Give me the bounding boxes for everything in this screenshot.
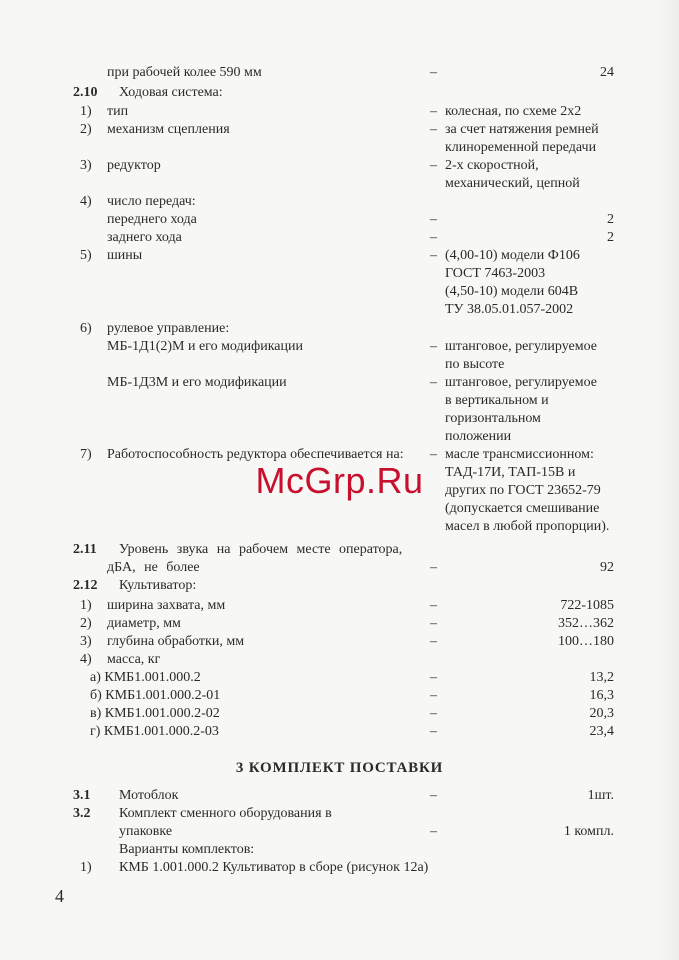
item-value: (4,00-10) модели Ф106 (445, 248, 580, 263)
dash-separator: – (430, 560, 437, 575)
item-label: Комплект сменного оборудования в (119, 806, 332, 821)
item-number: 2.10 (73, 85, 98, 100)
page-number: 4 (55, 886, 64, 906)
item-label: б) КМБ1.001.000.2-01 (90, 688, 221, 703)
item-value: масел в любой пропорции). (445, 519, 610, 534)
item-value: других по ГОСТ 23652-79 (445, 483, 601, 498)
item-value: механический, цепной (445, 176, 580, 191)
item-number: 7) (80, 447, 92, 462)
item-number: 4) (80, 194, 92, 209)
item-number: 4) (80, 652, 92, 667)
item-value: 20,3 (589, 706, 614, 721)
item-number: 5) (80, 248, 92, 263)
dash-separator: – (430, 248, 437, 263)
dash-separator: – (430, 634, 437, 649)
item-label: упаковке (119, 824, 173, 839)
item-number: 1) (80, 598, 92, 613)
item-label: при рабочей колее 590 мм (107, 65, 262, 80)
item-number: 3.1 (73, 788, 91, 803)
item-number: 1) (80, 860, 92, 875)
dash-separator: – (430, 158, 437, 173)
item-value: 100…180 (558, 634, 614, 649)
item-label: Культиватор: (119, 578, 197, 593)
item-value: штанговое, регулируемое (445, 375, 597, 390)
item-label: Уровень звука на рабочем месте оператора, (119, 542, 403, 557)
item-label: диаметр, мм (107, 616, 181, 631)
item-value: 16,3 (589, 688, 614, 703)
item-value: 2-х скоростной, (445, 158, 539, 173)
item-value: положении (445, 429, 512, 444)
item-number: 2.11 (73, 542, 97, 557)
dash-separator: – (430, 339, 437, 354)
item-value: 722-1085 (560, 598, 614, 613)
item-value: горизонтальном (445, 411, 541, 426)
item-label: КМБ 1.001.000.2 Культиватор в сборе (рисунок 12а) (119, 860, 429, 875)
dash-separator: – (430, 122, 437, 137)
dash-separator: – (430, 724, 437, 739)
item-value: в вертикальном и (445, 393, 549, 408)
item-label: тип (107, 104, 129, 119)
item-number: 3.2 (73, 806, 91, 821)
item-number: 2) (80, 616, 92, 631)
item-value: 24 (600, 65, 614, 80)
item-number: 3) (80, 158, 92, 173)
item-value: 13,2 (589, 670, 614, 685)
item-value: ГОСТ 7463-2003 (445, 266, 546, 281)
dash-separator: – (430, 65, 437, 80)
dash-separator: – (430, 447, 437, 462)
item-label: ширина захвата, мм (107, 598, 226, 613)
item-value: клиноременной передачи (445, 140, 597, 155)
item-value: штанговое, регулируемое (445, 339, 597, 354)
item-number: 2) (80, 122, 92, 137)
dash-separator: – (430, 375, 437, 390)
item-value: колесная, по схеме 2х2 (445, 104, 582, 119)
item-value: по высоте (445, 357, 505, 372)
item-value: (4,50-10) модели 604В (445, 284, 579, 299)
dash-separator: – (430, 598, 437, 613)
item-value: 1шт. (587, 788, 614, 803)
item-value: ТУ 38.05.01.057-2002 (445, 302, 574, 317)
item-label: Мотоблок (119, 788, 179, 803)
item-label: МБ-1Д3М и его модификации (107, 375, 287, 390)
item-label: заднего хода (107, 230, 182, 245)
item-label: а) КМБ1.001.000.2 (90, 670, 201, 685)
item-label: Ходовая система: (119, 85, 223, 100)
item-label: МБ-1Д1(2)М и его модификации (107, 339, 303, 354)
item-label: г) КМБ1.001.000.2-03 (90, 724, 219, 739)
item-value: 23,4 (589, 724, 614, 739)
item-value: масле трансмиссионном: (445, 447, 594, 462)
item-value: 2 (607, 212, 614, 227)
item-value: 352…362 (558, 616, 614, 631)
dash-separator: – (430, 824, 437, 839)
dash-separator: – (430, 104, 437, 119)
item-value: 2 (607, 230, 614, 245)
section-heading: 3 КОМПЛЕКТ ПОСТАВКИ (235, 760, 444, 776)
item-label: дБА, не более (107, 560, 200, 575)
dash-separator: – (430, 616, 437, 631)
dash-separator: – (430, 230, 437, 245)
item-value: (допускается смешивание (445, 501, 600, 516)
dash-separator: – (430, 688, 437, 703)
item-label: Варианты комплектов: (119, 842, 255, 857)
item-number: 2.12 (73, 578, 98, 593)
item-label: редуктор (107, 158, 161, 173)
item-number: 6) (80, 321, 92, 336)
item-label: переднего хода (107, 212, 197, 227)
dash-separator: – (430, 788, 437, 803)
dash-separator: – (430, 212, 437, 227)
item-number: 3) (80, 634, 92, 649)
item-value: 92 (600, 560, 614, 575)
item-number: 1) (80, 104, 92, 119)
item-label: глубина обработки, мм (107, 634, 245, 649)
dash-separator: – (430, 706, 437, 721)
item-value: за счет натяжения ремней (445, 122, 599, 137)
item-label: шины (107, 248, 143, 263)
item-label: механизм сцепления (107, 122, 230, 137)
item-label: Работоспособность редуктора обеспечивается на: (107, 447, 404, 462)
item-label: рулевое управление: (107, 321, 230, 336)
item-label: масса, кг (107, 652, 161, 667)
dash-separator: – (430, 670, 437, 685)
item-value: ТАД-17И, ТАП-15В и (445, 465, 576, 480)
item-label: число передач: (107, 194, 196, 209)
watermark: McGrp.Ru (255, 460, 424, 501)
item-value: 1 компл. (563, 824, 614, 839)
item-label: в) КМБ1.001.000.2-02 (90, 706, 220, 721)
